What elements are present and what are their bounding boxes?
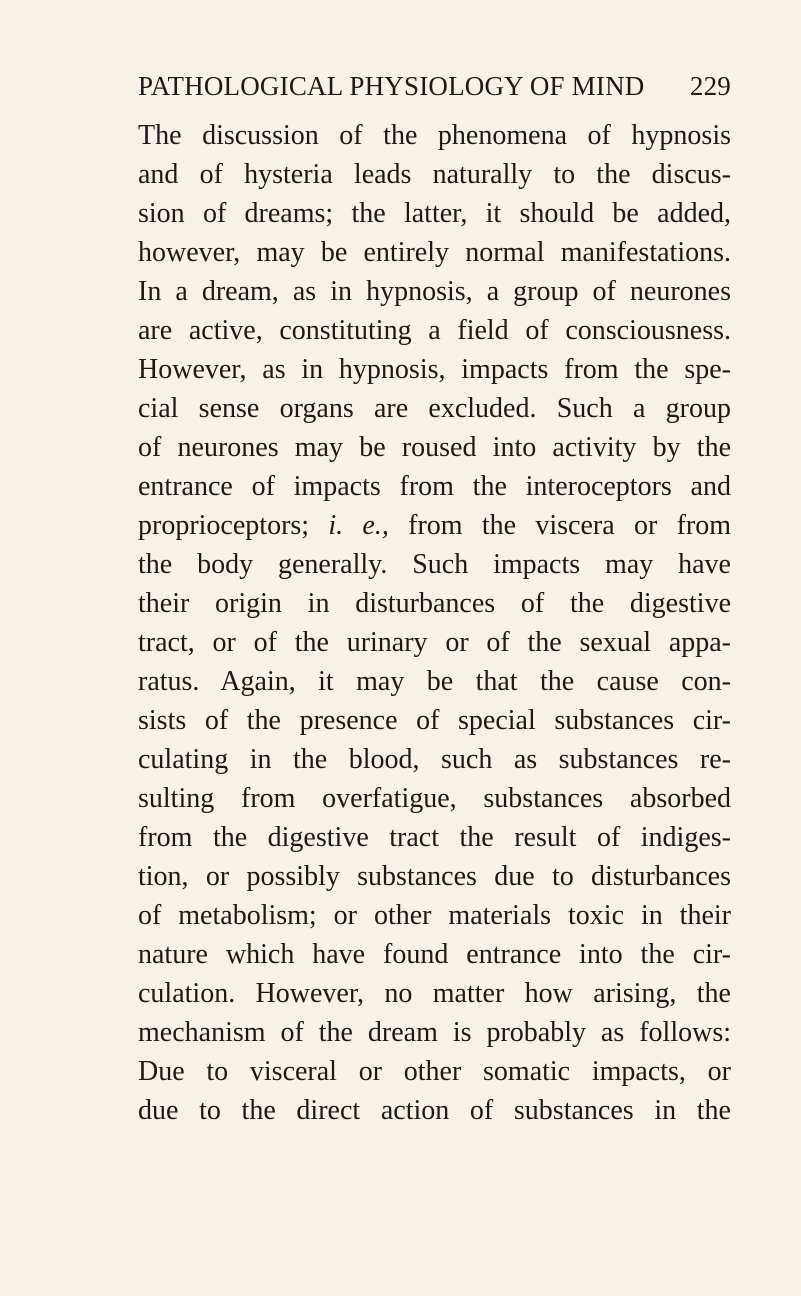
page-number: 229 (689, 71, 731, 101)
text-line: due to the direct action of substances in the (138, 1095, 731, 1126)
text-line: However, as in hypnosis, impacts from the spe- (138, 354, 731, 385)
text-line: culating in the blood, such as substances re- (138, 744, 731, 775)
text-line: sion of dreams; the latter, it should be added, (138, 198, 731, 229)
text-line-with-italic (138, 506, 731, 545)
text-line: are active, constituting a field of consciousness. (138, 315, 731, 346)
text-segment: proprioceptors; (138, 510, 329, 541)
text-line: entrance of impacts from the interoceptors and (138, 471, 731, 502)
running-head (138, 66, 731, 106)
text-line: tract, or of the urinary or of the sexual appa- (138, 627, 731, 658)
text-line: culation. However, no matter how arising, the (138, 978, 731, 1009)
text-line: of metabolism; or other materials toxic in their (138, 900, 731, 931)
text-line: sulting from overfatigue, substances absorbed (138, 783, 731, 814)
text-line: the body generally. Such impacts may have (138, 549, 731, 580)
text-line: of neurones may be roused into activity by the (138, 432, 731, 463)
text-line: tion, or possibly substances due to disturbances (138, 861, 731, 892)
body-paragraph (138, 116, 731, 1130)
italic-abbreviation: i. e., (328, 510, 389, 541)
text-line: ratus. Again, it may be that the cause con- (138, 666, 731, 697)
text-line: from the digestive tract the result of indiges- (138, 822, 731, 853)
text-line: and of hysteria leads naturally to the discus- (138, 159, 731, 190)
text-line: nature which have found entrance into the cir- (138, 939, 731, 970)
text-line: however, may be entirely normal manifestations. (138, 237, 731, 268)
running-title: PATHOLOGICAL PHYSIOLOGY OF MIND (138, 71, 645, 101)
text-line: Due to visceral or other somatic impacts, or (138, 1056, 731, 1087)
text-line: In a dream, as in hypnosis, a group of neurones (138, 276, 731, 307)
text-line: cial sense organs are excluded. Such a group (138, 393, 731, 424)
text-line: their origin in disturbances of the digestive (138, 588, 731, 619)
text-segment: from the viscera or from (408, 510, 731, 541)
text-line: The discussion of the phenomena of hypnosis (138, 120, 731, 151)
text-line: mechanism of the dream is probably as follows: (138, 1017, 731, 1048)
text-line: sists of the presence of special substances cir- (138, 705, 731, 736)
